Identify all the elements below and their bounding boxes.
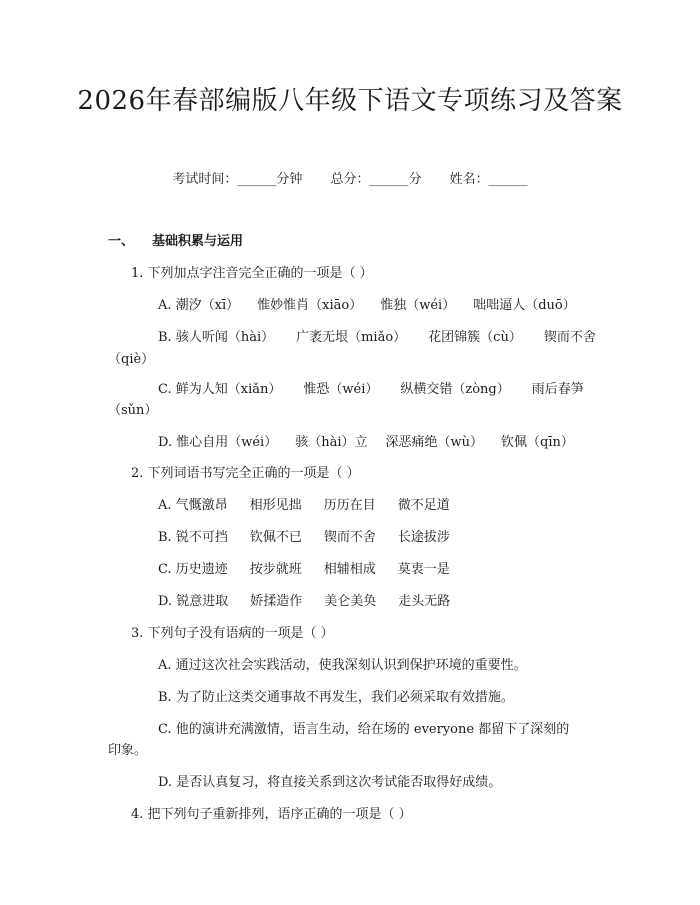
name-field: 姓名：______ — [449, 172, 528, 187]
q1-a-item: 惟独（wéi） — [380, 298, 456, 313]
q1-option-b-continued: （qiè） — [108, 352, 155, 367]
q2-b-item: B. 锐不可挡 — [158, 530, 228, 545]
q2-b-item: 长途拔涉 — [397, 530, 450, 545]
q1-d-item: 深恶痛绝（wù） — [385, 435, 483, 450]
q2-c-item: 相辅相成 — [323, 562, 376, 577]
q2-c-item: 按步就班 — [249, 562, 302, 577]
q2-option-d — [158, 590, 450, 609]
question-4-stem: 4. 把下列句子重新排列，语序正确的一项是（ ） — [131, 807, 412, 822]
q1-c-item: 惟恐（wéi） — [303, 382, 379, 397]
q3-option-d: D. 是否认真复习，将直接关系到这次考试能否取得好成绩。 — [158, 775, 502, 790]
q1-option-c-continued: （sǔn） — [108, 403, 158, 418]
q1-c-item: C. 鲜为人知（xiǎn） — [158, 382, 282, 397]
q1-a-item: A. 潮汐（xī） — [158, 298, 240, 313]
q3-option-c: C. 他的演讲充满激情，语言生动，给在场的 everyone 都留下了深刻的 — [158, 722, 570, 737]
q1-b-item: 锲而不舍 — [543, 330, 596, 345]
q1-a-item: 咄咄逼人（duō） — [473, 298, 576, 313]
q2-option-b — [158, 526, 450, 545]
section-heading — [108, 230, 243, 249]
q2-a-item: 历历在目 — [323, 498, 376, 513]
q1-b-item: B. 骇人听闻（hài） — [158, 330, 275, 345]
q2-d-item: 美仑美奂 — [324, 594, 377, 609]
section-number: 一、 — [108, 234, 135, 249]
q1-c-item: 雨后春笋 — [531, 382, 584, 397]
q2-option-c — [158, 558, 450, 577]
question-1-stem: 1. 下列加点字注音完全正确的一项是（ ） — [131, 266, 373, 281]
q1-option-a — [158, 294, 576, 313]
q1-a-item: 惟妙惟肖（xiāo） — [257, 298, 363, 313]
q1-option-d — [158, 431, 574, 450]
q2-d-item: D. 锐意进取 — [158, 594, 229, 609]
q2-a-item: A. 气慨激昂 — [158, 498, 228, 513]
q2-a-item: 相形见拙 — [249, 498, 302, 513]
q3-option-a: A. 通过这次社会实践活动，使我深刻认识到保护环境的重要性。 — [158, 658, 527, 673]
q2-b-item: 钦佩不已 — [249, 530, 302, 545]
q3-option-c-continued: 印象。 — [108, 743, 148, 758]
exam-info-row — [0, 168, 700, 187]
q1-d-item: D. 惟心自用（wéi） — [158, 435, 278, 450]
q1-d-item: 骇（hài）立 — [295, 435, 368, 450]
question-2-stem: 2. 下列词语书写完全正确的一项是（ ） — [131, 466, 360, 481]
q1-option-c — [158, 378, 584, 397]
q2-option-a — [158, 494, 450, 513]
question-3-stem: 3. 下列句子没有语病的一项是（ ） — [131, 626, 334, 641]
q1-b-item: 广袤无垠（miǎo） — [296, 330, 407, 345]
q1-d-item: 钦佩（qīn） — [501, 435, 574, 450]
q2-b-item: 锲而不舍 — [323, 530, 376, 545]
q2-d-item: 娇揉造作 — [250, 594, 303, 609]
q3-option-b: B. 为了防止这类交通事故不再发生，我们必须采取有效措施。 — [158, 690, 514, 705]
q2-a-item: 微不足道 — [397, 498, 450, 513]
q1-b-item: 花团锦簇（cù） — [428, 330, 522, 345]
q1-option-b — [158, 326, 596, 345]
total-score-field: 总分：______分 — [330, 172, 422, 187]
q2-d-item: 走头无路 — [398, 594, 451, 609]
exam-time-field: 考试时间：______分钟 — [172, 172, 303, 187]
q1-c-item: 纵横交错（zòng） — [400, 382, 510, 397]
page-title: 2026年春部编版八年级下语文专项练习及答案 — [77, 86, 623, 116]
section-label: 基础积累与运用 — [152, 234, 244, 249]
q2-c-item: 莫衷一是 — [397, 562, 450, 577]
q2-c-item: C. 历史遗迹 — [158, 562, 228, 577]
